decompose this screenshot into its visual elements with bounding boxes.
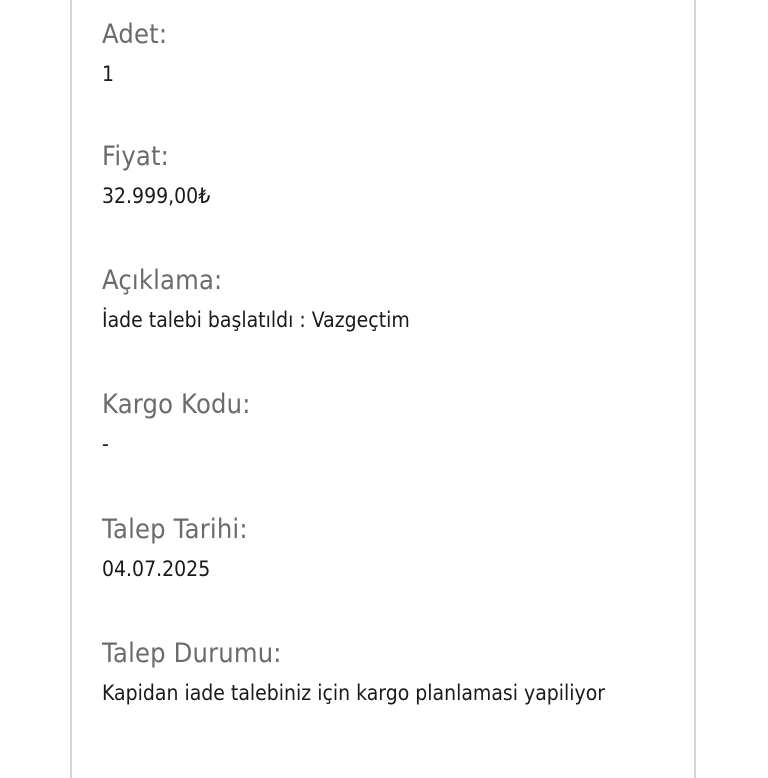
cargo-code-label: Kargo Kodu: xyxy=(102,389,251,420)
price-value: 32.999,00₺ xyxy=(102,184,211,208)
quantity-value: 1 xyxy=(102,62,115,86)
price-label: Fiyat: xyxy=(102,141,170,172)
request-status-label: Talep Durumu: xyxy=(102,638,282,669)
request-date-value: 04.07.2025 xyxy=(102,557,211,581)
cargo-code-value: - xyxy=(102,432,109,456)
description-label: Açıklama: xyxy=(102,265,223,296)
field-cargo-code xyxy=(102,388,662,462)
return-request-details-card xyxy=(70,0,696,778)
request-status-value: Kapidan iade talebiniz için kargo planlamasi yapiliyor xyxy=(102,681,606,705)
field-request-date xyxy=(102,513,662,587)
field-quantity xyxy=(102,18,662,92)
field-request-status xyxy=(102,637,662,712)
field-price xyxy=(102,140,662,214)
quantity-label: Adet: xyxy=(102,19,168,50)
field-description xyxy=(102,264,662,338)
description-value: İade talebi başlatıldı : Vazgeçtim xyxy=(102,308,410,332)
request-date-label: Talep Tarihi: xyxy=(102,514,248,545)
